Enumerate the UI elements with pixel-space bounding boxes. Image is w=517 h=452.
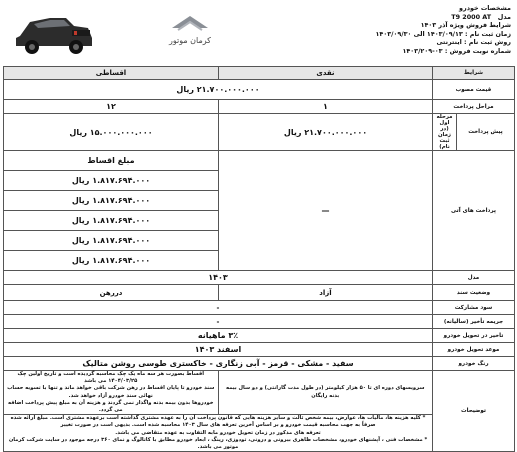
delay-fine-label: جریمه تأخیر (سالیانه) [433, 315, 515, 329]
note-installment-terms [4, 371, 218, 415]
installment-first-payment: ۱۵.۰۰۰.۰۰۰.۰۰۰ ریال [4, 114, 219, 151]
installment-stages: ۱۲ [4, 100, 219, 114]
note-installment-1: اقساط بصورت هر سه ماه یک چک محاسبه گردیده است و تاریخ اولین چک ۱۴۰۴/۰۳/۲۵ می باشد [17, 371, 204, 385]
approved-price-label: قیمت مصوب [433, 80, 515, 100]
delivery-row [4, 343, 515, 357]
document-status-installment: دررهن [4, 285, 219, 301]
cash-stages: ۱ [219, 100, 433, 114]
sale-line: شرایط فروش ویژه آذر ۱۴۰۳ [420, 21, 511, 30]
delay-fine-value: - [4, 315, 433, 329]
model-year: ۱۴۰۳ [4, 271, 433, 285]
pickup-truck-image [8, 4, 96, 58]
delivery-label: موعد تحویل خودرو [433, 343, 515, 357]
installment-item: ۱.۸۱۷.۶۹۴.۰۰۰ ریال [71, 256, 151, 265]
model-value: T9 2000 AT [451, 12, 492, 21]
partnership-label: سود مشارکت [433, 301, 515, 315]
document-status-row [4, 285, 515, 301]
note-installment-3: خودروها بدون بیمه بدنه واگذار نمی گردند و هزینه آن به مبلغ پیش پرداخت اضافه می گردد. [8, 399, 214, 414]
sale-number: شماره نوبت فروش : ۰۳-۱۴۰۳/۲۰۹ [402, 46, 511, 55]
prepayment-label: پیش پرداخت [457, 114, 515, 151]
installments-cell [4, 151, 219, 271]
conditions-label: شرایط [433, 67, 515, 80]
partnership-value: - [4, 301, 433, 315]
installment-item: ۱.۸۱۷.۶۹۴.۰۰۰ ریال [4, 191, 218, 211]
document-status-label: وضعیت سند [433, 285, 515, 301]
notes-cell [4, 371, 433, 452]
colors-row [4, 357, 515, 371]
note-general-3: * مشخصات فنی ، آپشنهای خودرو، مشخصات ظاهری بیرونی و درونی، تودوزی، رینگ ، ابعاد خودرو مطابق با کاتالوگ و نمای ۳۶۰ درجه موجود در سایت شرکت کرمان موتور می باشد. [8, 436, 428, 451]
spec-title: مشخصات خودرو [459, 4, 511, 12]
cash-header: نقدی [219, 67, 433, 80]
model-label: مدل [497, 12, 511, 21]
model-year-row [4, 271, 515, 285]
note-general-2: تعرفه های مذکور در زمان تحویل خودرو مابه التفاوت به عهده متقاضی می باشد. [115, 429, 321, 436]
note-installment-2: سند خودرو تا پایان اقساط در رهن شرکت باقی خواهد ماند و تنها با تسویه حساب نهائی سند خودرو آزاد خواهد شد. [7, 385, 215, 399]
model-line [311, 13, 511, 22]
header [0, 0, 517, 64]
notes-label: توضیحات [433, 371, 515, 452]
installment-item: ۱.۸۱۷.۶۹۴.۰۰۰ ریال [4, 211, 218, 231]
notes-split [4, 371, 432, 451]
installment-amount-label: مبلغ اقساط [4, 151, 218, 171]
brand-logo [150, 10, 230, 56]
header-info [311, 4, 511, 56]
delivery-value: اسفند ۱۴۰۳ [4, 343, 433, 357]
colors-value: سفید - مشکی - قرمز - آبی زنگاری - خاکستری طوسی روشن متالیک [4, 357, 433, 371]
delivery-delay-row [4, 329, 515, 343]
reg-method: روش ثبت نام : اینترنتی [436, 38, 511, 47]
conditions-table [3, 66, 515, 452]
cash-first-payment: ۲۱.۷۰۰.۰۰۰.۰۰۰ ریال [219, 114, 433, 151]
note-warranty: سرویسهای دوره ای تا ۵۰ هزار کیلومتر (در طول مدت گارانتی) و دو سال بیمه بدنه رایگان [218, 371, 432, 415]
note-general-1: * کلیه هزینه ها، مالیات ها، عوارض، بیمه شخص ثالث و سایر هزینه هایی که قانون پرداخت آن را به عهده مشتری گذاشته است برعهده مشتری است. مبلغ ارائه شده صرفاً به جهت محاسبه قیمت خودرو و بر اساس آخرین تعرفه های سال ۱۴۰۳ محاسبه شده است. بدیهی است در صورت تغییر [10, 415, 426, 429]
delivery-delay-value: ۳٪ ماهیانه [4, 329, 433, 343]
next-payments-label: پرداخت های آتی [433, 151, 515, 271]
colors-label: رنگ خودرو [433, 357, 515, 371]
installment-item: ۱.۸۱۷.۶۹۴.۰۰۰ ریال [4, 171, 218, 191]
first-stage-label: مرحله اول (در زمان ثبت نام) [433, 114, 457, 151]
table-header-row [4, 67, 515, 80]
approved-price-row [4, 80, 515, 100]
reg-time: زمان ثبت نام : ۱۴۰۳/۰۹/۱۳ الی ۱۴۰۳/۰۹/۳۰ [375, 29, 511, 38]
approved-price: ۲۱.۷۰۰.۰۰۰.۰۰۰ ریال [4, 80, 433, 100]
payment-stages-row [4, 100, 515, 114]
partnership-row [4, 301, 515, 315]
prepayment-row [4, 114, 515, 151]
notes-row [4, 371, 515, 452]
model-year-label: مدل [433, 271, 515, 285]
kmc-logo-icon [150, 10, 230, 36]
next-payments-row [4, 151, 515, 271]
installment-header: اقساطی [4, 67, 219, 80]
installment-item: ۱.۸۱۷.۶۹۴.۰۰۰ ریال [4, 231, 218, 251]
document-status-cash: آزاد [219, 285, 433, 301]
delay-fine-row [4, 315, 515, 329]
cash-next-payments: — [219, 151, 433, 271]
logo-text: کرمان موتور [168, 36, 211, 45]
payment-stages-label: مراحل پرداخت [433, 100, 515, 114]
delivery-delay-label: تاخیر در تحویل خودرو [433, 329, 515, 343]
